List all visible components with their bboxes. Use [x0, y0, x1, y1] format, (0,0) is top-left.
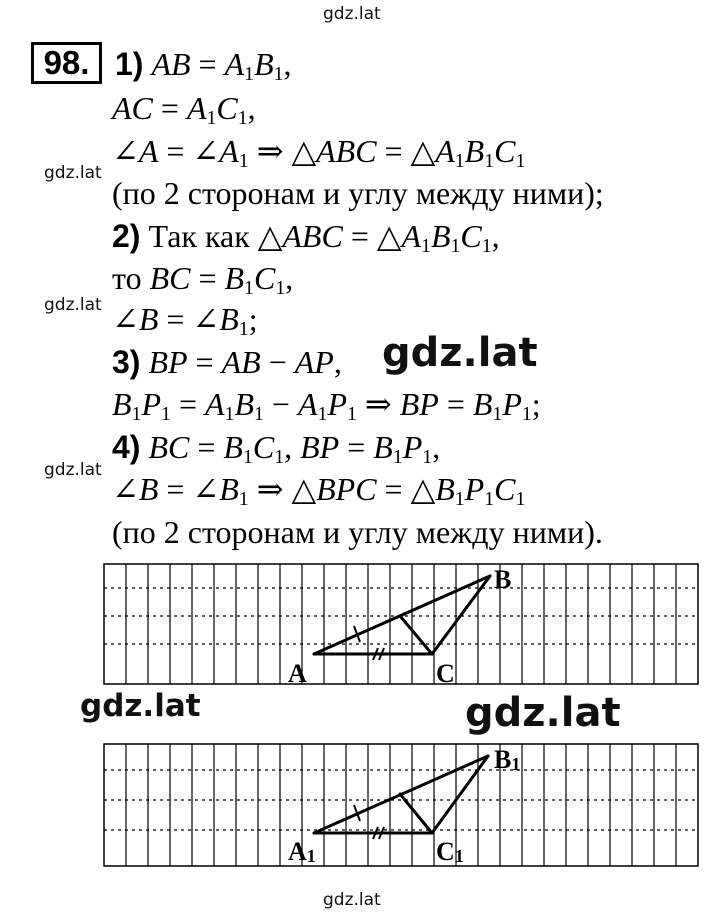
solution-line-2 — [112, 90, 256, 129]
solution-line-10 — [112, 429, 441, 468]
solution-line-9 — [112, 386, 541, 425]
watermark-left-3: gdz.lat — [44, 460, 102, 480]
word-then: то — [112, 260, 142, 296]
justification-2: (по 2 сторонам и углу между ними). — [112, 514, 603, 550]
solution-line-12 — [112, 516, 603, 548]
equation-ab: AB = $A_1B_1$, — [151, 46, 292, 85]
label-b1: B1 — [494, 745, 521, 774]
step-4-label: 4) — [112, 429, 141, 465]
watermark-left-1: gdz.lat — [44, 163, 102, 183]
side-ab — [314, 576, 490, 654]
watermark-left-4: gdz.lat — [80, 688, 201, 724]
watermark-left-2: gdz.lat — [44, 295, 102, 315]
segment-pc — [400, 616, 432, 654]
solution-line-8 — [112, 346, 342, 378]
equation-triangles: △ABC = $\triangle A_1B_1C_1$, — [257, 218, 500, 257]
solution-line-4 — [112, 177, 604, 209]
grid-paper-2 — [104, 744, 698, 866]
word-since: Так как — [148, 218, 250, 254]
equation-bp: BP = AB − AP, — [148, 344, 342, 380]
step-2-label: 2) — [112, 218, 141, 254]
justification-1: (по 2 сторонам и углу между ними); — [112, 175, 604, 211]
equation-b1p1: $B_1P_1 = A_1B_1 - A_1P_1$ ⇒ BP = $B_1P_1$; — [112, 386, 541, 425]
watermark-top: gdz.lat — [323, 4, 381, 24]
label-b: B — [494, 565, 512, 594]
label-a1: A1 — [288, 837, 316, 866]
equation-ac: AC = $A_1C_1$, — [112, 90, 256, 129]
label-c: C — [436, 659, 455, 688]
watermark-big-middle: gdz.lat — [382, 330, 538, 376]
label-c1: C1 — [436, 837, 464, 866]
equation-bc-bp: BC = $B_1C_1$, BP = $B_1P_1$, — [148, 429, 441, 468]
grid-paper — [104, 564, 698, 684]
solution-line-3 — [112, 133, 526, 172]
label-a: A — [288, 659, 307, 688]
step-3-label: 3) — [112, 344, 141, 380]
equation-bc: BC = $B_1C_1$, — [149, 260, 294, 299]
solution-line-11 — [112, 471, 526, 510]
equation-angle-a: ∠A = $\angle A_1$ ⇒ △ABC = $\triangle A_1B_1C_1$ — [112, 133, 526, 172]
figure-triangle-a1b1c1 — [102, 740, 702, 875]
watermark-big-right: gdz.lat — [465, 690, 621, 736]
problem-number: 98. — [31, 42, 102, 84]
step-1-label: 1) — [115, 46, 144, 82]
watermark-bottom: gdz.lat — [323, 890, 381, 910]
equation-angle-b: ∠B = $\angle B_1$; — [112, 301, 258, 340]
solution-line-6 — [112, 260, 294, 299]
figure-triangle-abc — [102, 560, 702, 690]
solution-line-5 — [112, 218, 500, 257]
solution-line-1 — [115, 46, 292, 85]
equation-bpc: ∠B = $\angle B_1$ ⇒ △BPC = $\triangle B_1P_1C_1$ — [112, 471, 526, 510]
solution-line-7 — [112, 301, 258, 340]
